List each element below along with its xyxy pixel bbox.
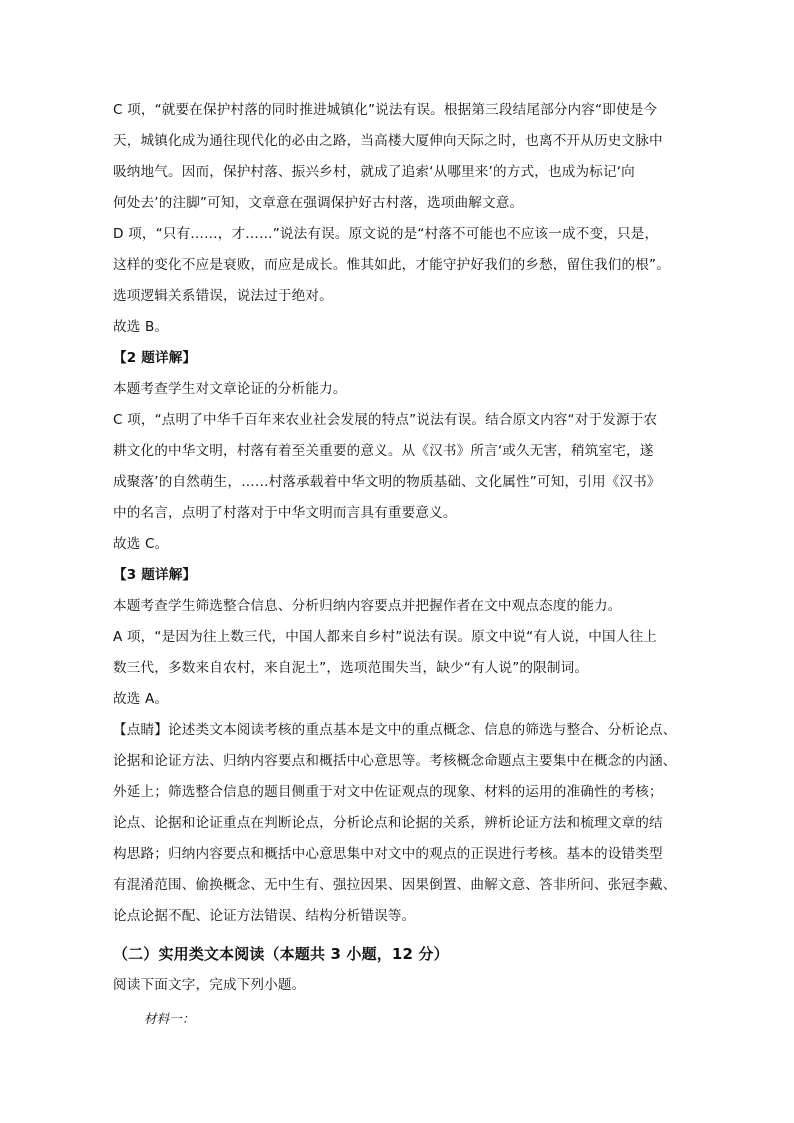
text-line: 选项逻辑关系错误，说法过于绝对。 [113,288,333,304]
text-line: C 项，“点明了中华千百年来农业社会发展的特点”说法有误。结合原文内容“对于发源于农 [113,412,658,428]
answer-line: 故选 B。 [113,319,169,335]
section-title: （二）实用类文本阅读（本题共 3 小题，12 分） [113,945,449,963]
text-line: 论据和论证方法、归纳内容要点和概括中心意思等。考核概念命题点主要集中在概念的内涵、 [113,753,677,769]
text-line: 本题考查学生对文章论证的分析能力。 [113,381,347,397]
answer-line: 故选 C。 [113,536,169,552]
text-line: 何处去’的注脚”可知，文章意在强调保护好古村落，选项曲解文意。 [113,195,524,211]
text-line: 耕文化的中华文明，村落有着至关重要的意义。从《汉书》所言‘或久无害，稍筑室宅，遂 [113,443,654,459]
text-line: 成聚落’的自然萌生，……村落承载着中华文明的物质基础、文化属性”可知，引用《汉书》 [113,474,661,490]
text-line: 【点睛】论述类文本阅读考核的重点基本是文中的重点概念、信息的筛选与整合、分析论点、 [113,722,677,738]
answer-line: 故选 A。 [113,691,169,707]
text-line: 阅读下面文字，完成下列小题。 [113,977,306,993]
text-line: C 项，“就要在保护村落的同时推进城镇化”说法有误。根据第三段结尾部分内容“即使是今 [113,102,658,118]
text-line: 这样的变化不应是衰败，而应是成长。惟其如此，才能守护好我们的乡愁，留住我们的根”。 [113,257,670,273]
text-line: 论点论据不配、论证方法错误、结构分析错误等。 [113,908,416,924]
text-line: 天，城镇化成为通往现代化的必由之路，当高楼大厦伸向天际之时，也离不开从历史文脉中 [113,133,663,149]
text-line: 数三代，多数来自农村，来自泥土”，选项范围失当，缺少“有人说”的限制词。 [113,660,589,676]
text-line: 有混淆范围、偷换概念、无中生有、强拉因果、因果倒置、曲解文意、答非所问、张冠李戴、 [113,877,677,893]
text-line: 外延上；筛选整合信息的题目侧重于对文中佐证观点的现象、材料的运用的准确性的考核； [113,784,663,800]
text-line: A 项，“是因为往上数三代，中国人都来自乡村”说法有误。原文中说“有人说，中国人往上 [113,629,658,645]
text-line: 吸纳地气。因而，保护村落、振兴乡村，就成了追索‘从哪里来’的方式，也成为标记‘向 [113,164,635,180]
text-line: 中的名言，点明了村落对于中华文明而言具有重要意义。 [113,505,457,521]
text-line: D 项，“只有……，才……”说法有误。原文说的是“村落不可能也不应该一成不变，只是， [113,226,659,242]
section-heading: 【3 题详解】 [113,567,197,583]
text-line: 构思路；归纳内容要点和概括中心意思集中对文中的观点的正误进行考核。基本的设错类型 [113,846,663,862]
text-line: 本题考查学生筛选整合信息、分析归纳内容要点并把握作者在文中观点态度的能力。 [113,598,622,614]
section-heading: 【2 题详解】 [113,350,197,366]
material-label: 材料一： [144,1011,195,1026]
text-line: 论点、论据和论证重点在判断论点，分析论点和论据的关系，辨析论证方法和梳理文章的结 [113,815,663,831]
